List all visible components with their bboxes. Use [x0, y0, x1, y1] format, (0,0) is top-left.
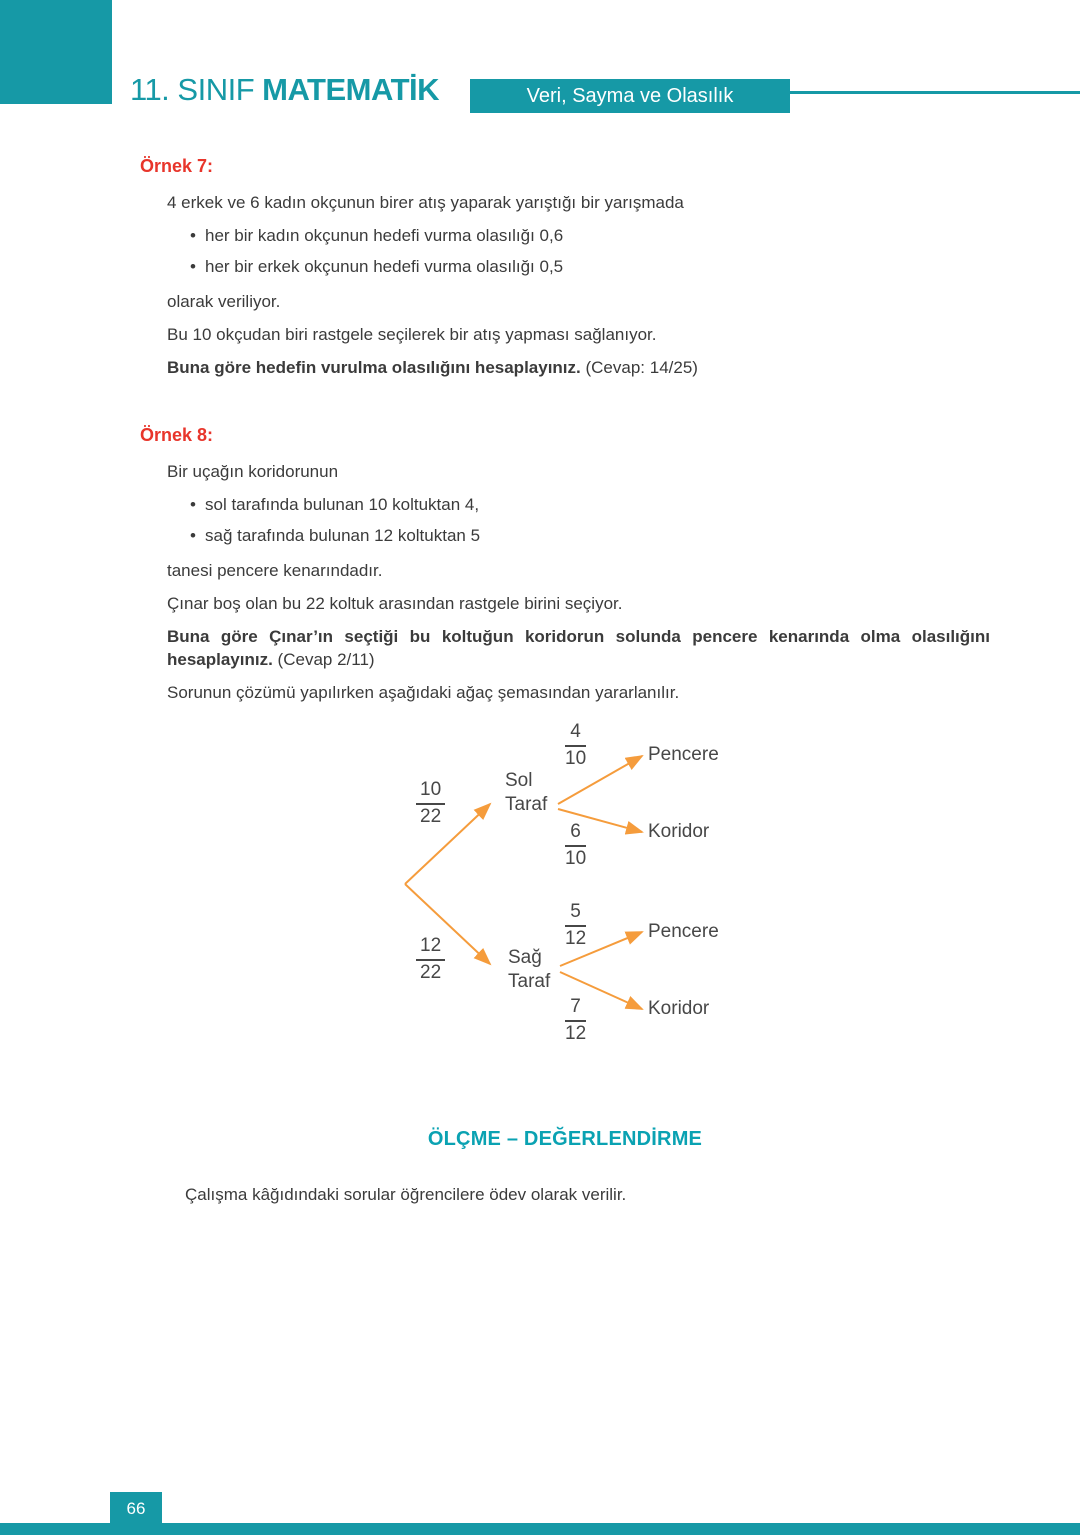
- page-title: [130, 72, 439, 108]
- bullet-item: • sağ tarafında bulunan 12 koltuktan 5: [190, 524, 990, 547]
- leaf-label-koridor: Koridor: [648, 821, 710, 842]
- example-8-question: [167, 625, 990, 671]
- fraction-denominator: 22: [420, 961, 442, 983]
- fraction-numerator: 4: [565, 722, 586, 747]
- fraction-denominator: 12: [565, 927, 587, 949]
- fraction-denominator: 10: [565, 747, 587, 769]
- corner-decoration: [0, 0, 112, 104]
- fraction-10-22: [416, 780, 445, 828]
- fraction-denominator: 22: [420, 805, 442, 827]
- fraction-numerator: 5: [565, 902, 586, 927]
- example-8-line1: tanesi pencere kenarındadır.: [167, 561, 383, 580]
- example-8-heading: Örnek 8:: [140, 425, 214, 445]
- example-7-line1: olarak veriliyor.: [167, 292, 281, 311]
- example-7-heading: Örnek 7:: [140, 156, 214, 176]
- node-label-sag-taraf: [508, 946, 550, 994]
- node-label-line: Taraf: [508, 971, 551, 992]
- leaf-label-pencere: Pencere: [648, 744, 719, 765]
- fraction-6-10: [565, 822, 586, 870]
- example-8-bullets: [190, 493, 990, 547]
- fraction-denominator: 10: [565, 847, 587, 869]
- example-8-answer: (Cevap 2/11): [272, 650, 375, 669]
- fraction-numerator: 6: [565, 822, 586, 847]
- example-7-line2: Bu 10 okçudan biri rastgele seçilerek bir atış yapması sağlanıyor.: [167, 325, 657, 344]
- probability-tree-diagram: [380, 714, 820, 1064]
- example-8-tree-note: Sorunun çözümü yapılırken aşağıdaki ağaç şemasından yararlanılır.: [167, 683, 680, 702]
- page-title-grade: 11. SINIF: [130, 72, 255, 107]
- fraction-7-12: [565, 997, 586, 1045]
- bottom-bar: [0, 1523, 1080, 1535]
- page-title-subject: MATEMATİK: [262, 72, 440, 107]
- fraction-numerator: 7: [565, 997, 586, 1022]
- leaf-label-pencere: Pencere: [648, 921, 719, 942]
- fraction-5-12: [565, 902, 586, 950]
- example-8-question-bold: Buna göre Çınar’ın seçtiği bu koltuğun koridorun solunda pencere kenarında olma olasılığını hesaplayınız.: [167, 627, 990, 669]
- bullet-item: • her bir kadın okçunun hedefi vurma olasılığı 0,6: [190, 224, 990, 247]
- node-label-line: Sol: [505, 770, 533, 791]
- fraction-12-22: [416, 936, 445, 984]
- fraction-4-10: [565, 722, 586, 770]
- node-label-line: Sağ: [508, 947, 542, 968]
- example-8: [140, 425, 990, 1064]
- bullet-item: • sol tarafında bulunan 10 koltuktan 4,: [190, 493, 990, 516]
- example-7-answer: (Cevap: 14/25): [580, 358, 698, 377]
- example-7-question-bold: Buna göre hedefin vurulma olasılığını hesaplayınız.: [167, 358, 581, 377]
- section-gap: [140, 389, 990, 425]
- example-7-intro: 4 erkek ve 6 kadın okçunun birer atış yaparak yarıştığı bir yarışmada: [167, 193, 684, 212]
- page-number-badge: 66: [110, 1492, 162, 1526]
- assessment-heading: ÖLÇME – DEĞERLENDİRME: [427, 1128, 703, 1150]
- example-7-question: [167, 356, 990, 379]
- fraction-numerator: 10: [416, 780, 445, 805]
- example-7: [140, 156, 990, 379]
- unit-badge: Veri, Sayma ve Olasılık: [470, 79, 790, 113]
- page-content: [140, 156, 990, 1206]
- leaf-label-koridor: Koridor: [648, 998, 710, 1019]
- node-label-line: Taraf: [505, 794, 548, 815]
- example-7-bullets: [190, 224, 990, 278]
- node-label-sol-taraf: [505, 769, 547, 817]
- fraction-numerator: 12: [416, 936, 445, 961]
- example-8-intro: Bir uçağın koridorunun: [167, 462, 339, 481]
- example-8-line2: Çınar boş olan bu 22 koltuk arasından rastgele birini seçiyor.: [167, 594, 623, 613]
- fraction-denominator: 12: [565, 1022, 587, 1044]
- bullet-item: • her bir erkek okçunun hedefi vurma olasılığı 0,5: [190, 255, 990, 278]
- tree-arrows-graphic: [380, 714, 820, 1064]
- assessment-note: Çalışma kâğıdındaki sorular öğrencilere ödev olarak verilir.: [185, 1185, 627, 1204]
